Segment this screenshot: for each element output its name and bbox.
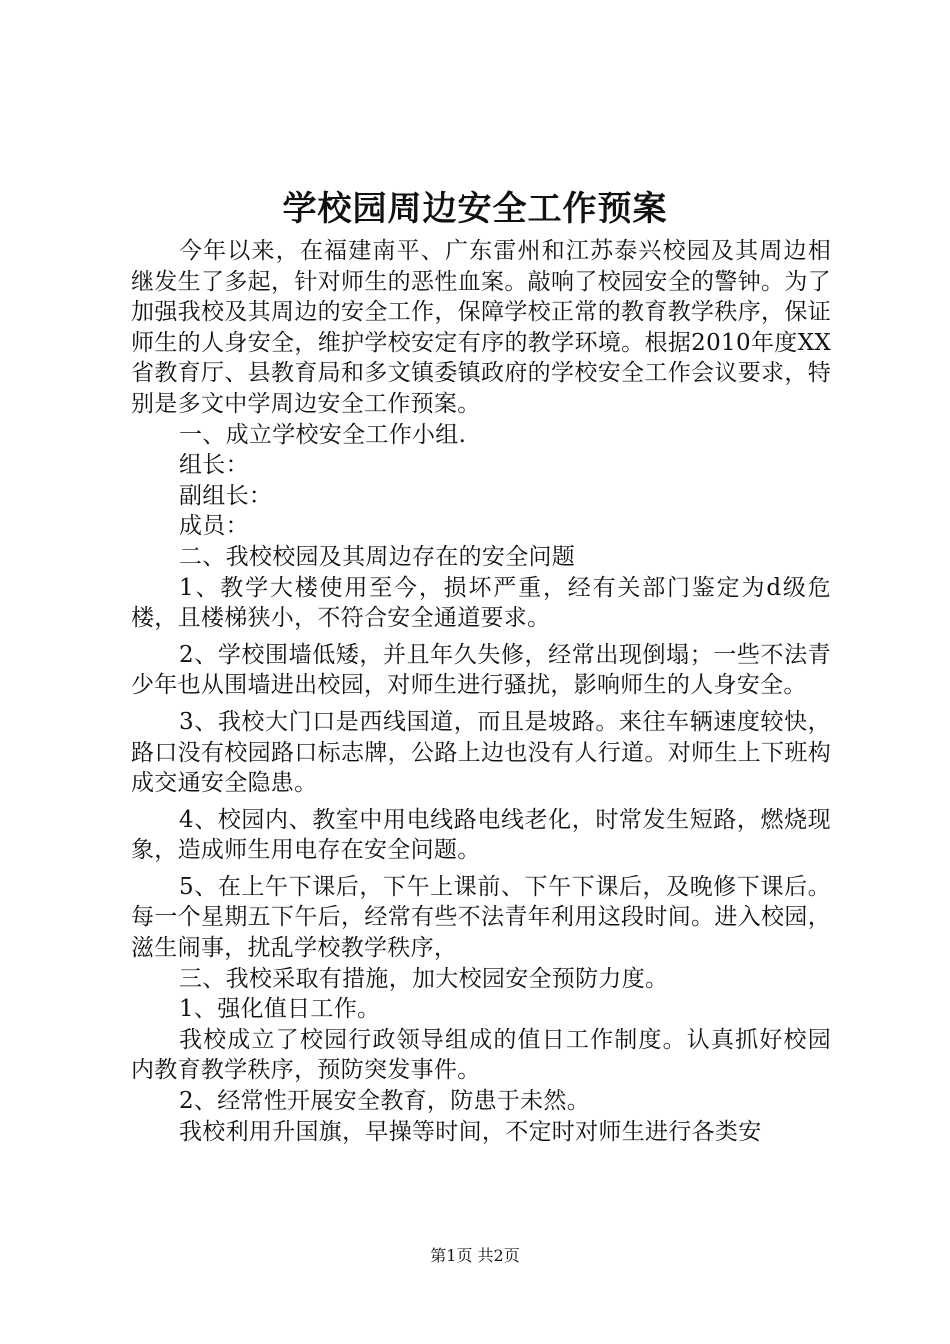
section-heading-1: 一、成立学校安全工作小组.: [179, 421, 467, 448]
list-item: 3、我校大门口是西线国道，而且是坡路。来往车辆速度较快，路口没有校园路口标志牌，公路上边也没有人行道。对师生上下班构成交通安全隐患。: [131, 708, 831, 797]
subheading: 1、强化值日工作。: [179, 996, 381, 1023]
page-footer: 第1页 共2页: [430, 1246, 520, 1265]
leader-line: 组长：: [179, 452, 249, 479]
list-item: 1、教学大楼使用至今，损坏严重，经有关部门鉴定为d级危楼，且楼梯狭小，不符合安全通道要求。: [131, 574, 831, 632]
section-heading-2: 二、我校校园及其周边存在的安全问题: [179, 543, 576, 570]
deputy-leader-line: 副组长：: [179, 482, 273, 509]
paragraph: 我校利用升国旗，早操等时间，不定时对师生进行各类安: [179, 1118, 762, 1145]
members-line: 成员：: [179, 513, 249, 540]
document-title: 学校园周边安全工作预案: [282, 189, 668, 229]
paragraph-intro: 今年以来，在福建南平、广东雷州和江苏泰兴校园及其周边相继发生了多起，针对师生的恶性血案。敲响了校园安全的警钟。为了加强我校及其周边的安全工作，保障学校正常的教育教学秩序，保证师生的人身安全，维护学校安定有序的教学环境。根据2010年度XX省教育厅、县教育局和多文镇委镇政府的学校安全工作会议要求，特别是多文中学周边安全工作预案。: [131, 238, 831, 417]
list-item: 2、学校围墙低矮，并且年久失修，经常出现倒塌；一些不法青少年也从围墙进出校园，对师生进行骚扰，影响师生的人身安全。: [131, 641, 831, 699]
document-body: [131, 236, 831, 1147]
paragraph: 我校成立了校园行政领导组成的值日工作制度。认真抓好校园内教育教学秩序，预防突发事件。: [131, 1026, 831, 1084]
section-heading-3: 三、我校采取有措施，加大校园安全预防力度。: [179, 965, 669, 992]
list-item: 5、在上午下课后，下午上课前、下午下课后，及晚修下课后。每一个星期五下午后，经常有些不法青年利用这段时间。进入校园，滋生闹事，扰乱学校教学秩序，: [131, 873, 831, 962]
list-item: 4、校园内、教室中用电线路电线老化，时常发生短路，燃烧现象，造成师生用电存在安全问题。: [131, 806, 831, 864]
subheading: 2、经常性开展安全教育，防患于未然。: [179, 1088, 591, 1115]
